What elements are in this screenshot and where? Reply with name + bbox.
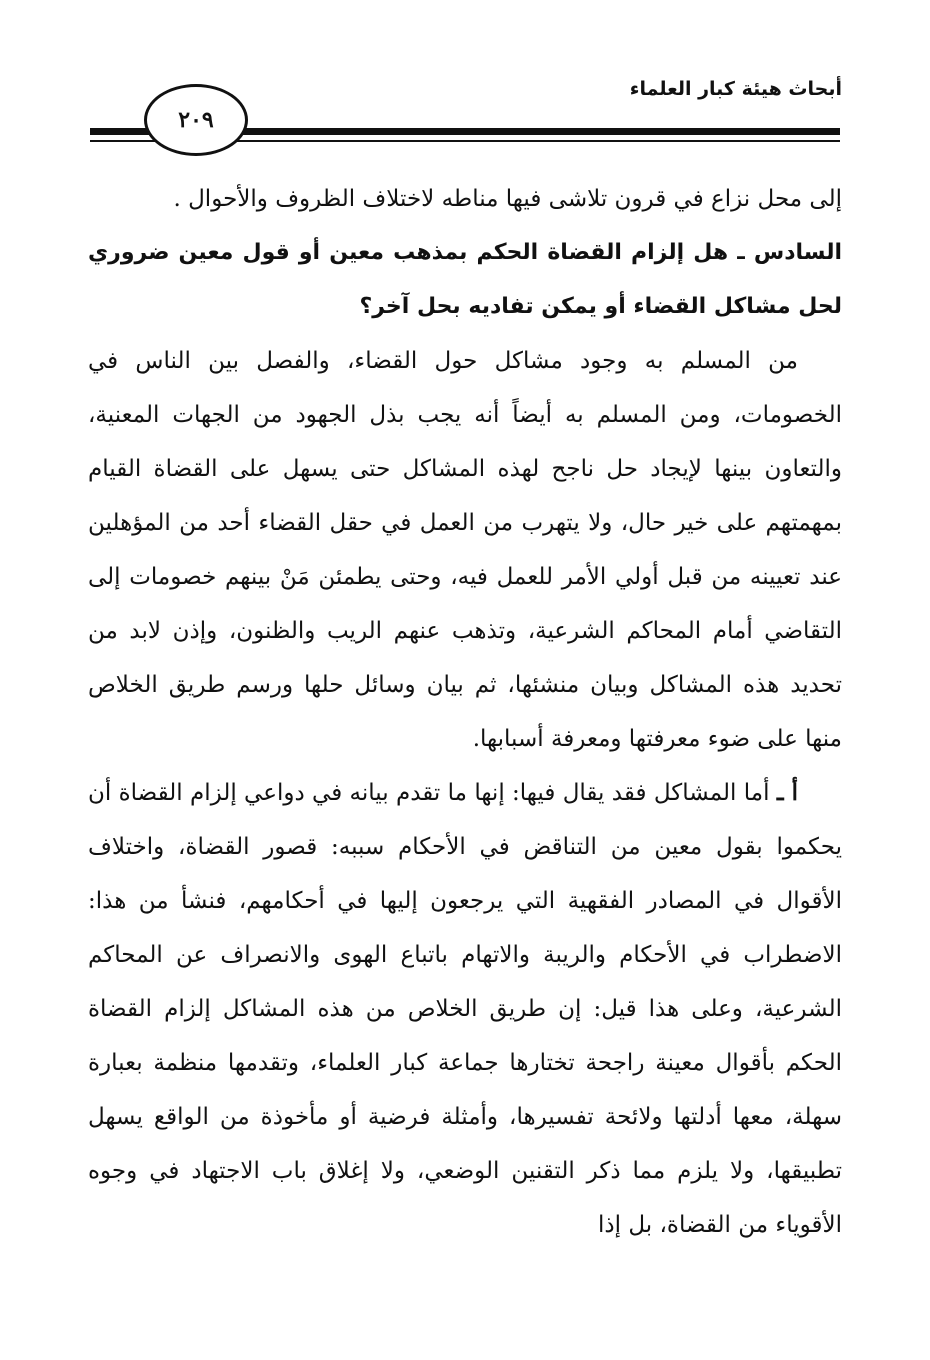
paragraph-2-text: أما المشاكل فقد يقال فيها: إنها ما تقدم بيانه في دواعي إلزام القضاة أن يحكموا بقول معين من التناقض في الأحكام سببه: قصور القضاة، واختلاف الأقوال في المصادر الفقهية التي يرجعون إليها في أحكامهم، فنشأ من هذا: الاضطراب في الأحكام والريبة والاتهام باتباع الهوى والانصراف عن المحاكم الشرعية، وعلى هذا قيل: إن طريق الخلاص من هذه المشاكل إلزام القضاة الحكم بأقوال معينة راجحة تختارها جماعة كبار العلماء، وتقدمها منظمة بعبارة سهلة، معها أدلتها ولائحة تفسيرها، وأمثلة فرضية أو مأخوذة من الواقع يسهل تطبيقها، ولا يلزم مما ذكر التقنين الوضعي، ولا إغلاق باب الاجتهاد في وجوه الأقوياء من القضاة، بل إذا [88,780,842,1238]
section-heading: السادس ـ هل إلزام القضاة الحكم بمذهب معين أو قول معين ضروري لحل مشاكل القضاء أو يمكن تفاديه بحل آخر؟ [88,240,842,319]
page-number: ٢٠٩ [178,107,214,133]
carryover-line: إلى محل نزاع في قرون تلاشى فيها مناطه لاختلاف الظروف والأحوال . [173,186,842,212]
paragraph-2-marker: أ ـ [776,779,798,806]
running-title: أبحاث هيئة كبار العلماء [629,78,842,100]
paragraph-1: من المسلم به وجود مشاكل حول القضاء، والفصل بين الناس في الخصومات، ومن المسلم به أيضاً أنه يجب بذل الجهود من الجهات المعنية، والتعاون بينها لإيجاد حل ناجح لهذه المشاكل حتى يسهل على القضاة القيام بمهمتهم على خير حال، ولا يتهرب من العمل في حقل القضاء أحد من المؤهلين عند تعيينه من قبل أولي الأمر للعمل فيه، وحتى يطمئن مَنْ بينهم خصومات إلى التقاضي أمام المحاكم الشرعية، وتذهب عنهم الريب والظنون، وإذن لابد من تحديد هذه المشاكل وبيان منشئها، ثم بيان وسائل حلها ورسم طريق الخلاص منها على ضوء معرفتها ومعرفة أسبابها. [88,348,842,752]
paragraph-2 [88,766,842,1252]
page-number-oval [144,84,248,156]
body-text [88,172,842,1252]
